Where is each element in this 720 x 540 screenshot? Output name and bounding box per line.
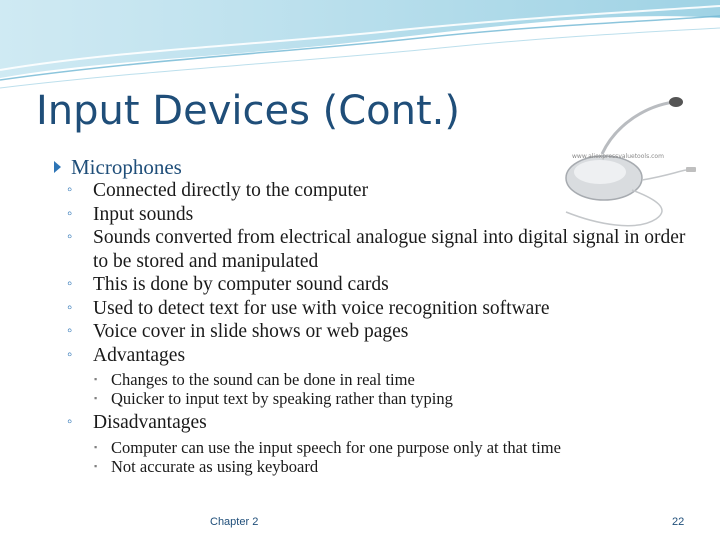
circle-bullet-icon: ◦	[67, 346, 73, 363]
point-item-advantages: ◦ Advantages	[67, 344, 186, 366]
advantage-item: ▪ Changes to the sound can be done in real time	[94, 370, 415, 389]
disadvantage-item: ▪ Not accurate as using keyboard	[94, 456, 319, 476]
heading-label: Microphones	[71, 155, 182, 179]
point-item: ◦ Voice cover in slide shows or web pages	[67, 321, 409, 342]
advantage-item: ▪ Quicker to input text by speaking rather than typing	[94, 389, 453, 408]
square-bullet-icon: ▪	[94, 374, 98, 384]
point-item: ◦ Connected directly to the computer	[67, 180, 369, 201]
square-bullet-icon: ▪	[94, 393, 98, 403]
disadvantage-item: ▪ Computer can use the input speech for one purpose only at that time	[94, 437, 561, 457]
point-item: ◦ Input sounds	[67, 203, 194, 225]
slide-title: Input Devices (Cont.)	[36, 88, 461, 134]
circle-bullet-icon: ◦	[67, 229, 73, 245]
circle-bullet-icon: ◦	[67, 414, 73, 430]
heading-item	[54, 155, 694, 179]
point-item: ◦ This is done by computer sound cards	[67, 274, 389, 295]
circle-bullet-icon: ◦	[67, 182, 73, 198]
header-wave-decoration	[0, 0, 720, 90]
point-item: ◦ Sounds converted from electrical analogue signal into digital signal in order to be stored and manipulated	[67, 227, 686, 272]
square-bullet-icon: ▪	[94, 460, 98, 471]
circle-bullet-icon: ◦	[67, 205, 73, 222]
square-bullet-icon: ▪	[94, 441, 98, 452]
triangle-bullet-icon	[54, 161, 61, 173]
page-number: 22	[672, 516, 685, 528]
circle-bullet-icon: ◦	[67, 299, 73, 316]
point-item: ◦ Used to detect text for use with voice recognition software	[67, 297, 550, 319]
svg-text:www.aliexpressvaluetools.com: www.aliexpressvaluetools.com	[572, 153, 664, 160]
slide-body	[54, 155, 694, 476]
footer-chapter: Chapter 2	[210, 516, 259, 528]
circle-bullet-icon: ◦	[67, 323, 73, 339]
point-item-disadvantages: ◦ Disadvantages	[67, 412, 207, 433]
circle-bullet-icon: ◦	[67, 276, 73, 292]
